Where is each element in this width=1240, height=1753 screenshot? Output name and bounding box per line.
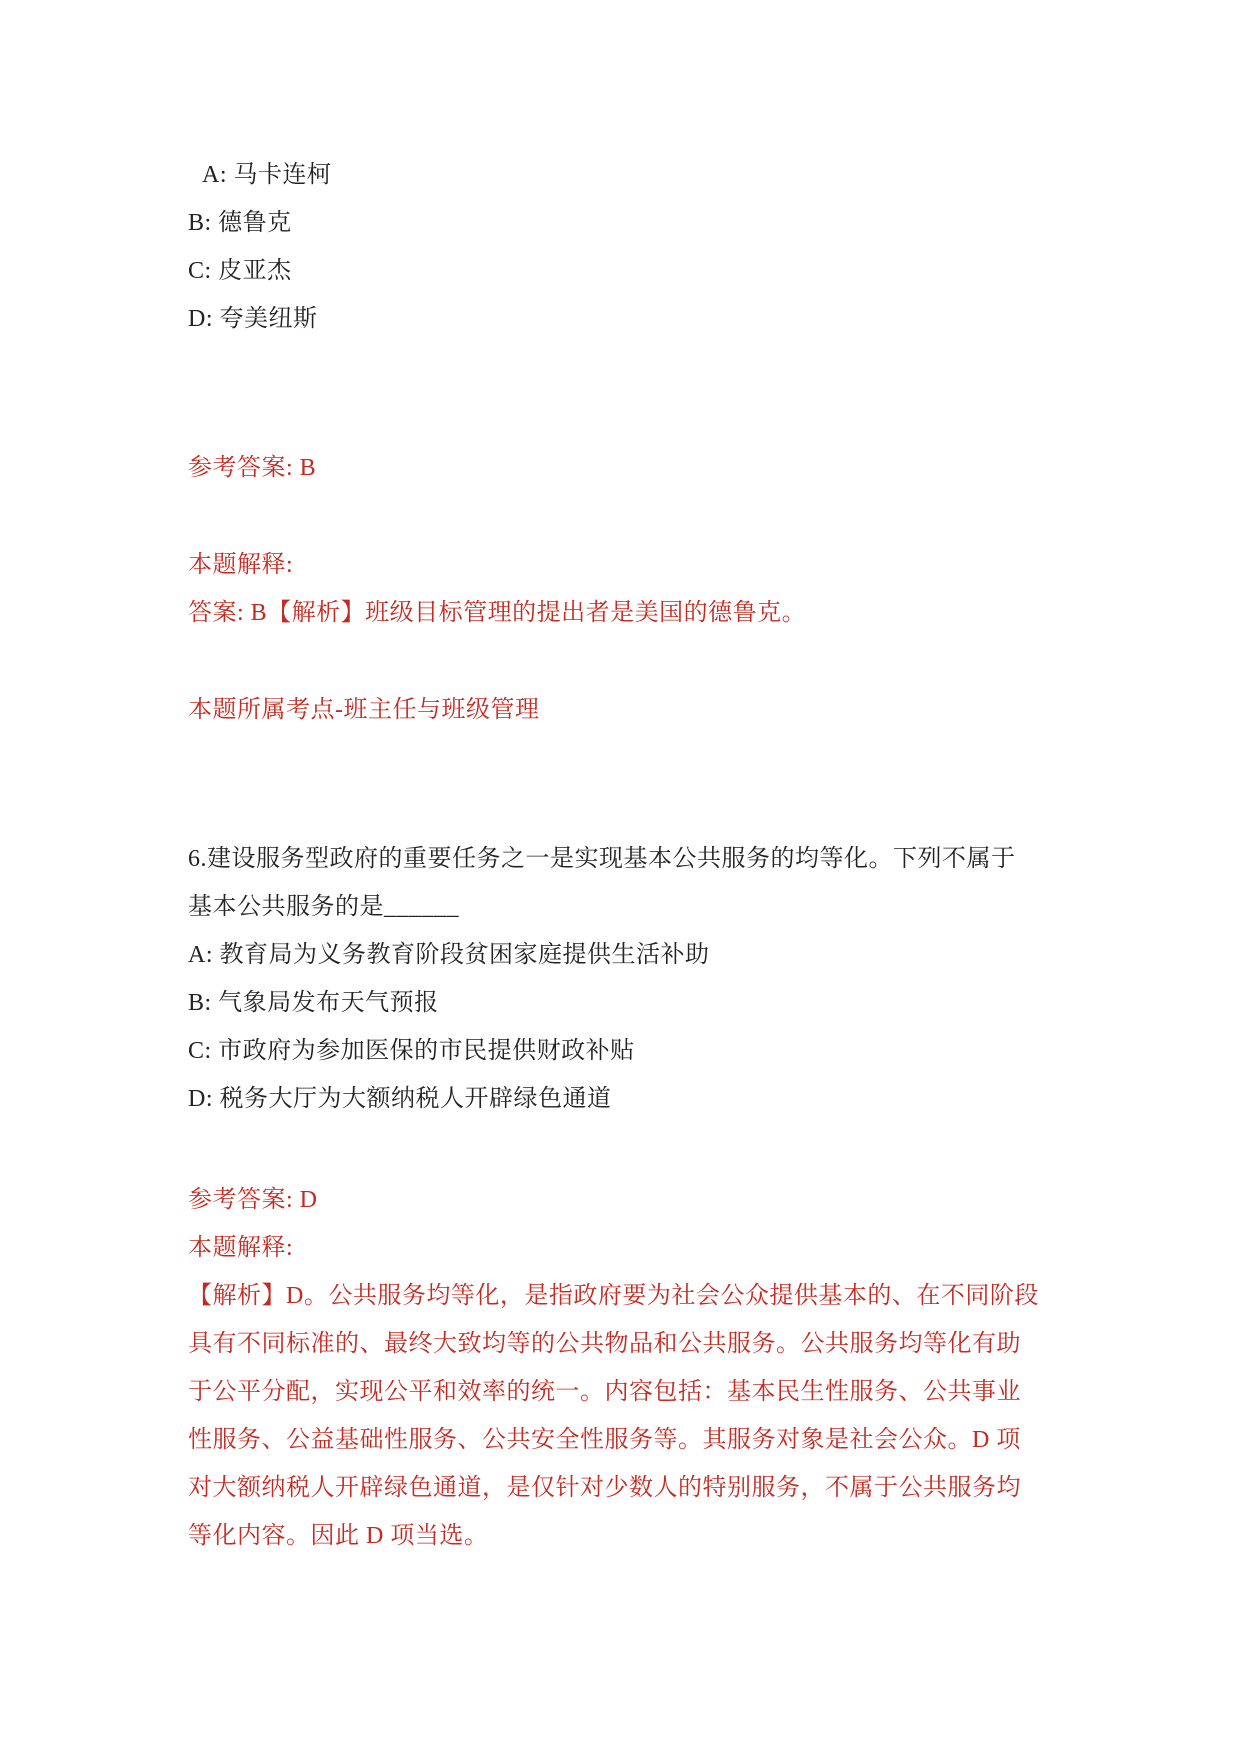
explanation-line: 于公平分配，实现公平和效率的统一。内容包括：基本民生性服务、公共事业 <box>188 1379 1021 1405</box>
question-stem-line-2: 基本公共服务的是______ <box>188 894 459 920</box>
explanation-text: 答案: B【解析】班级目标管理的提出者是美国的德鲁克。 <box>188 600 807 626</box>
reference-answer: 参考答案: B <box>188 455 317 481</box>
option-d: D: 税务大厅为大额纳税人开辟绿色通道 <box>188 1086 612 1112</box>
explanation-line: 等化内容。因此 D 项当选。 <box>188 1523 489 1549</box>
option-a: A: 教育局为义务教育阶段贫困家庭提供生活补助 <box>188 942 710 968</box>
explanation-paragraph <box>188 1272 1200 1560</box>
option-d: D: 夸美纽斯 <box>188 306 318 332</box>
reference-answer: 参考答案: D <box>188 1187 318 1213</box>
option-b: B: 气象局发布天气预报 <box>188 990 439 1016</box>
option-a: A: 马卡连柯 <box>202 162 332 188</box>
explanation-heading: 本题解释: <box>188 552 294 578</box>
explanation-line: 具有不同标准的、最终大致均等的公共物品和公共服务。公共服务均等化有助 <box>188 1331 1021 1357</box>
option-c: C: 皮亚杰 <box>188 258 292 284</box>
question-prev-options <box>188 151 1200 343</box>
option-c: C: 市政府为参加医保的市民提供财政补贴 <box>188 1038 635 1064</box>
explanation-line: 【解析】D。公共服务均等化，是指政府要为社会公众提供基本的、在不同阶段 <box>188 1283 1039 1309</box>
explanation-heading: 本题解释: <box>188 1235 294 1261</box>
question-stem-line-1: 6.建设服务型政府的重要任务之一是实现基本公共服务的均等化。下列不属于 <box>188 846 1016 872</box>
question-6 <box>188 835 1200 1123</box>
option-b: B: 德鲁克 <box>188 210 292 236</box>
explanation-line: 对大额纳税人开辟绿色通道，是仅针对少数人的特别服务，不属于公共服务均 <box>188 1475 1021 1501</box>
topic-line: 本题所属考点-班主任与班级管理 <box>188 697 540 723</box>
explanation-line: 性服务、公益基础性服务、公共安全性服务等。其服务对象是社会公众。D 项 <box>188 1427 1021 1453</box>
